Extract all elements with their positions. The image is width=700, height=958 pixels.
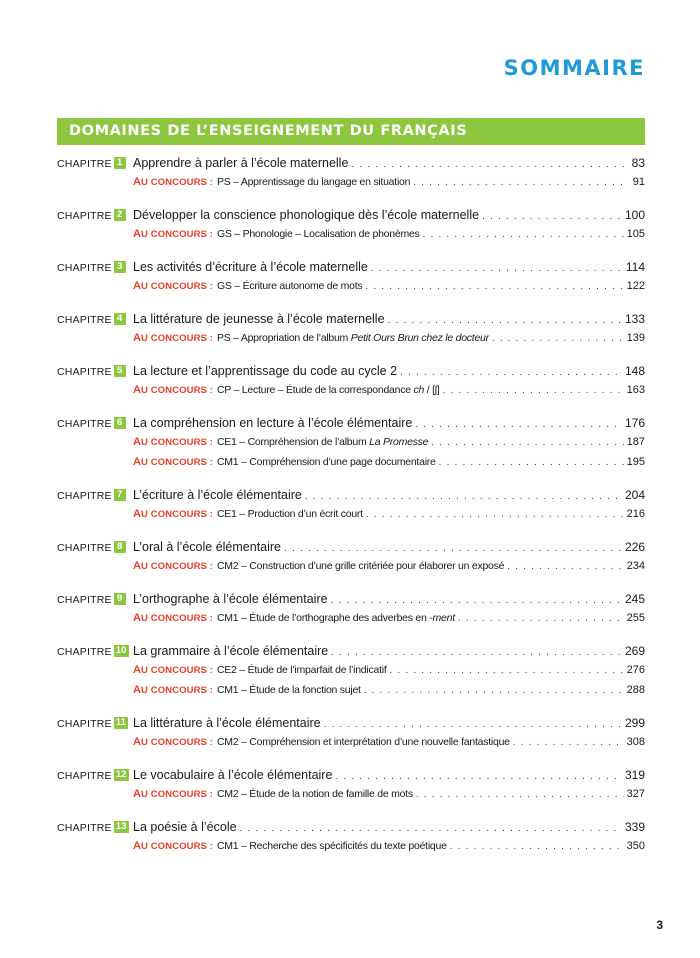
contest-label-rest: U CONCOURS : — [141, 685, 213, 696]
chapter-entry — [57, 820, 645, 860]
chapter-row[interactable] — [57, 260, 645, 280]
contest-page: 276 — [626, 664, 645, 676]
contest-label-initial: A — [133, 612, 142, 624]
chapter-label — [57, 542, 133, 554]
dot-leader — [492, 333, 624, 344]
contest-title — [217, 228, 420, 240]
chapter-page: 204 — [624, 488, 645, 502]
contest-label — [133, 560, 213, 572]
contest-title-text: CM1 – Étude de l’orthographe des adverbes en — [216, 612, 430, 624]
contest-label-initial: A — [133, 332, 142, 344]
contest-title — [217, 332, 489, 344]
chapter-title: La littérature à l’école élémentaire — [133, 716, 321, 730]
chapter-row[interactable] — [57, 644, 645, 664]
contest-label — [133, 456, 213, 468]
chapter-row[interactable] — [57, 488, 645, 508]
page-title: SOMMAIRE — [503, 56, 645, 80]
contest-row[interactable] — [57, 612, 645, 632]
contest-label-initial: A — [133, 456, 142, 468]
contest-label-initial: A — [133, 436, 142, 448]
chapter-row[interactable] — [57, 592, 645, 612]
dot-leader — [439, 457, 624, 468]
contest-label-initial: A — [133, 508, 142, 520]
chapter-number-badge: 13 — [115, 821, 127, 832]
chapter-entry — [57, 540, 645, 580]
contest-row[interactable] — [57, 736, 645, 756]
contest-label-rest: U CONCOURS : — [141, 385, 213, 396]
table-of-contents — [57, 156, 645, 872]
chapter-page: 299 — [624, 716, 645, 730]
chapter-number-badge: 10 — [115, 645, 127, 656]
contest-page: 350 — [626, 840, 645, 852]
contest-label-initial: A — [133, 384, 142, 396]
contest-page: 105 — [626, 228, 645, 240]
contest-row[interactable] — [57, 684, 645, 704]
chapter-word: CHAPITRE — [57, 594, 112, 606]
contest-title-italic: -ment — [429, 612, 455, 624]
contest-title — [217, 436, 428, 448]
dot-leader — [366, 509, 624, 520]
contest-label-rest: U CONCOURS : — [141, 737, 213, 748]
chapter-row[interactable] — [57, 364, 645, 384]
contest-label — [133, 840, 213, 852]
dot-leader — [507, 561, 623, 572]
chapter-page: 100 — [624, 208, 645, 222]
contest-title-text: CM2 – Étude de la notion de famille de mots — [216, 788, 413, 800]
chapter-row[interactable] — [57, 156, 645, 176]
chapter-number-badge: 8 — [114, 541, 126, 553]
contest-label-initial: A — [133, 176, 142, 188]
chapter-label — [57, 366, 133, 378]
contest-page: 288 — [626, 684, 645, 696]
chapter-number-badge: 1 — [114, 157, 126, 169]
chapter-label — [57, 158, 133, 170]
contest-title — [217, 384, 440, 396]
dot-leader — [431, 437, 623, 448]
contest-label — [133, 436, 213, 448]
contest-page: 122 — [626, 280, 645, 292]
chapter-number-badge: 6 — [114, 417, 126, 429]
contest-title — [217, 280, 362, 292]
chapter-title: L’orthographe à l’école élémentaire — [133, 592, 328, 606]
contest-row[interactable] — [57, 664, 645, 684]
chapter-page: 133 — [624, 312, 645, 326]
chapter-number-badge: 2 — [114, 209, 126, 221]
contest-page: 308 — [626, 736, 645, 748]
chapter-word: CHAPITRE — [57, 418, 112, 430]
chapter-title: Le vocabulaire à l’école élémentaire — [133, 768, 333, 782]
contest-label — [133, 228, 213, 240]
chapter-page: 339 — [624, 820, 645, 834]
contest-title — [217, 612, 455, 624]
chapter-label — [57, 210, 133, 222]
chapter-label — [57, 418, 133, 430]
chapter-word: CHAPITRE — [57, 770, 112, 782]
contest-label-initial: A — [133, 788, 142, 800]
dot-leader — [400, 367, 622, 378]
contest-title — [217, 736, 510, 748]
contest-label-initial: A — [133, 280, 142, 292]
contest-title-text: CM1 – Recherche des spécificités du texte poétique — [216, 840, 447, 852]
contest-row[interactable] — [57, 508, 645, 528]
contest-title-italic: Petit Ours Brun chez le docteur — [350, 332, 489, 344]
contest-label — [133, 384, 213, 396]
chapter-entry — [57, 208, 645, 248]
dot-leader — [443, 385, 624, 396]
chapter-label — [57, 646, 133, 658]
contest-label-rest: U CONCOURS : — [141, 613, 213, 624]
chapter-title: Les activités d’écriture à l’école maternelle — [133, 260, 368, 274]
chapter-page: 83 — [631, 156, 645, 170]
chapter-row[interactable] — [57, 716, 645, 736]
dot-leader — [450, 841, 624, 852]
contest-title-italic: ch — [413, 384, 425, 396]
contest-row[interactable] — [57, 280, 645, 300]
chapter-label — [57, 262, 133, 274]
contest-title-text: CP – Lecture – Étude de la correspondance — [216, 384, 414, 396]
contest-label-rest: U CONCOURS : — [141, 281, 213, 292]
contest-title — [217, 508, 363, 520]
contest-label-rest: U CONCOURS : — [141, 229, 213, 240]
contest-title-text: CE1 – Compréhension de l’album — [216, 436, 370, 448]
chapter-entry — [57, 644, 645, 704]
chapter-title: Apprendre à parler à l’école maternelle — [133, 156, 349, 170]
contest-row[interactable] — [57, 456, 645, 476]
chapter-label — [57, 822, 133, 834]
dot-leader — [331, 647, 622, 658]
page-number: 3 — [656, 918, 663, 932]
chapter-number-badge: 4 — [114, 313, 126, 325]
chapter-label — [57, 594, 133, 606]
dot-leader — [513, 737, 624, 748]
chapter-title: La littérature de jeunesse à l’école maternelle — [133, 312, 385, 326]
chapter-row[interactable] — [57, 820, 645, 840]
contest-label-rest: U CONCOURS : — [141, 561, 213, 572]
contest-title — [217, 840, 447, 852]
chapter-entry — [57, 592, 645, 632]
chapter-title: L’oral à l’école élémentaire — [133, 540, 282, 554]
contest-label — [133, 332, 213, 344]
contest-label — [133, 684, 213, 696]
dot-leader — [240, 823, 622, 834]
dot-leader — [335, 771, 622, 782]
chapter-word: CHAPITRE — [57, 822, 112, 834]
chapter-word: CHAPITRE — [57, 262, 112, 274]
contest-page: 234 — [626, 560, 645, 572]
contest-title-text: PS – Apprentissage du langage en situation — [216, 176, 411, 188]
chapter-number-badge: 7 — [114, 489, 126, 501]
dot-leader — [351, 159, 624, 170]
chapter-title: La poésie à l’école — [133, 820, 237, 834]
dot-leader — [324, 719, 622, 730]
contest-title — [217, 684, 361, 696]
contest-row[interactable] — [57, 332, 645, 352]
chapter-word: CHAPITRE — [57, 542, 112, 554]
contest-label — [133, 612, 213, 624]
chapter-word: CHAPITRE — [57, 314, 112, 326]
section-header: DOMAINES DE L’ENSEIGNEMENT DU FRANÇAIS — [57, 118, 645, 145]
contest-label-initial: A — [133, 664, 142, 676]
dot-leader — [416, 789, 624, 800]
contest-page: 195 — [626, 456, 645, 468]
contest-label — [133, 176, 213, 188]
chapter-label — [57, 718, 133, 730]
contest-label — [133, 664, 213, 676]
contest-page: 91 — [632, 176, 645, 188]
contest-row[interactable] — [57, 840, 645, 860]
contest-label-rest: U CONCOURS : — [141, 457, 213, 468]
chapter-title: Développer la conscience phonologique dès l’école maternelle — [133, 208, 480, 222]
dot-leader — [415, 419, 622, 430]
contest-label-initial: A — [133, 684, 142, 696]
chapter-title: La lecture et l’apprentissage du code au cycle 2 — [133, 364, 398, 378]
contest-title-text: CE2 – Étude de l’imparfait de l’indicatif — [216, 664, 387, 676]
dot-leader — [413, 177, 624, 188]
chapter-word: CHAPITRE — [57, 718, 112, 730]
chapter-label — [57, 314, 133, 326]
contest-label-rest: U CONCOURS : — [141, 437, 213, 448]
contest-page: 327 — [626, 788, 645, 800]
contest-title-text: GS – Phonologie – Localisation de phonèmes — [216, 228, 420, 240]
chapter-page: 176 — [624, 416, 645, 430]
contest-title — [217, 176, 410, 188]
dot-leader — [331, 595, 622, 606]
contest-label-rest: U CONCOURS : — [141, 841, 213, 852]
chapter-page: 114 — [625, 260, 645, 274]
chapter-page: 245 — [624, 592, 645, 606]
chapter-title: L’écriture à l’école élémentaire — [133, 488, 302, 502]
contest-label-rest: U CONCOURS : — [141, 789, 213, 800]
contest-title-text: CM2 – Compréhension et interprétation d’une nouvelle fantastique — [216, 736, 510, 748]
chapter-row[interactable] — [57, 208, 645, 228]
chapter-row[interactable] — [57, 312, 645, 332]
contest-label-rest: U CONCOURS : — [141, 665, 213, 676]
contest-label-initial: A — [133, 736, 142, 748]
chapter-number-badge: 3 — [114, 261, 126, 273]
dot-leader — [284, 543, 622, 554]
contest-title — [217, 560, 504, 572]
chapter-number-badge: 12 — [115, 769, 127, 780]
contest-label-rest: U CONCOURS : — [141, 509, 213, 520]
chapter-page: 319 — [624, 768, 645, 782]
chapter-label — [57, 770, 133, 782]
chapter-number-badge: 9 — [114, 593, 126, 605]
contest-page: 187 — [626, 436, 645, 448]
contest-row[interactable] — [57, 176, 645, 196]
contest-label-initial: A — [133, 560, 142, 572]
dot-leader — [371, 263, 623, 274]
contest-label-rest: U CONCOURS : — [141, 333, 213, 344]
chapter-page: 226 — [624, 540, 645, 554]
contest-label — [133, 280, 213, 292]
chapter-label — [57, 490, 133, 502]
dot-leader — [458, 613, 624, 624]
chapter-number-badge: 5 — [114, 365, 126, 377]
chapter-title: La compréhension en lecture à l’école élémentaire — [133, 416, 413, 430]
contest-label — [133, 508, 213, 520]
chapter-entry — [57, 768, 645, 808]
contest-title — [217, 456, 436, 468]
contest-page: 139 — [626, 332, 645, 344]
chapter-word: CHAPITRE — [57, 210, 112, 222]
chapter-word: CHAPITRE — [57, 366, 112, 378]
chapter-number-badge: 11 — [115, 717, 127, 728]
contest-page: 255 — [626, 612, 645, 624]
contest-label-initial: A — [133, 228, 142, 240]
dot-leader — [389, 665, 623, 676]
contest-row[interactable] — [57, 228, 645, 248]
contest-title-text: CM1 – Étude de la fonction sujet — [216, 684, 361, 696]
dot-leader — [388, 315, 622, 326]
contest-title — [217, 788, 413, 800]
chapter-entry — [57, 488, 645, 528]
contest-label-initial: A — [133, 840, 142, 852]
contest-title-italic: La Promesse — [369, 436, 429, 448]
dot-leader — [423, 229, 624, 240]
dot-leader — [305, 491, 622, 502]
chapter-entry — [57, 260, 645, 300]
contest-label — [133, 788, 213, 800]
chapter-row[interactable] — [57, 768, 645, 788]
chapter-entry — [57, 716, 645, 756]
chapter-row[interactable] — [57, 416, 645, 436]
contest-title-text: GS – Écriture autonome de mots — [216, 280, 363, 292]
chapter-entry — [57, 364, 645, 404]
chapter-page: 269 — [624, 644, 645, 658]
chapter-word: CHAPITRE — [57, 490, 112, 502]
chapter-word: CHAPITRE — [57, 646, 112, 658]
chapter-title: La grammaire à l’école élémentaire — [133, 644, 329, 658]
dot-leader — [365, 281, 623, 292]
dot-leader — [364, 685, 624, 696]
contest-title-suffix: / [ʃ] — [424, 384, 440, 396]
chapter-word: CHAPITRE — [57, 158, 112, 170]
chapter-entry — [57, 156, 645, 196]
chapter-entry — [57, 416, 645, 476]
contest-title — [217, 664, 387, 676]
contest-title-text: PS – Appropriation de l’album — [216, 332, 351, 344]
chapter-page: 148 — [624, 364, 645, 378]
contest-title-text: CM2 – Construction d’une grille critériée pour élaborer un exposé — [216, 560, 505, 572]
chapter-row[interactable] — [57, 540, 645, 560]
contest-label — [133, 736, 213, 748]
contest-page: 163 — [626, 384, 645, 396]
contest-page: 216 — [626, 508, 645, 520]
contest-row[interactable] — [57, 384, 645, 404]
contest-row[interactable] — [57, 560, 645, 580]
dot-leader — [482, 211, 622, 222]
contest-row[interactable] — [57, 788, 645, 808]
contest-row[interactable] — [57, 436, 645, 456]
contest-title-text: CE1 – Production d’un écrit court — [216, 508, 363, 520]
contest-title-text: CM1 – Compréhension d’une page documentaire — [216, 456, 436, 468]
contest-label-rest: U CONCOURS : — [141, 177, 213, 188]
chapter-entry — [57, 312, 645, 352]
